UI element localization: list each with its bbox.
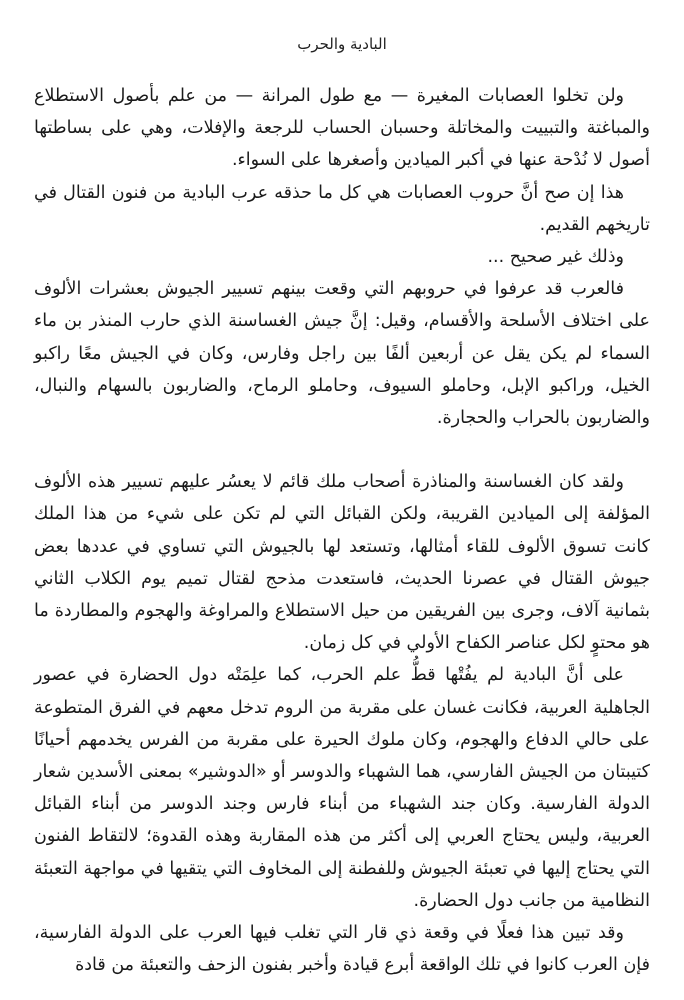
paragraph: ولقد كان الغساسنة والمناذرة أصحاب ملك قائم لا يعسُر عليهم تسيير هذه الألوف المؤلفة إلى الميادين القريبة، ولكن القبائل التي لم تكن على شيء من هذا الملك كانت تسوق الألوف للقاء أمثالها، وتستعد لها بالجيوش التي تساوي في عددها بعض جيوش القتال في عصرنا الحديث، فاستعدت مذحج لقتال تميم يوم الكلاب الثاني بثمانية آلاف، وجرى بين الفريقين من حيل الاستطلاع والمراوغة والهجوم والمطاردة ما هو محتوٍ لكل عناصر الكفاح الأولي في كل زمان.	[34, 472, 650, 654]
running-header: البادية والحرب	[297, 35, 387, 53]
paragraph: هذا إن صح أنَّ حروب العصابات هي كل ما حذقه عرب البادية من فنون القتال في تاريخهم القديم.	[34, 182, 650, 235]
paragraph: وذلك غير صحيح ...	[487, 247, 624, 268]
body-text	[34, 80, 650, 981]
paragraph: ولن تخلوا العصابات المغيرة — مع طول المرانة — من علم بأصول الاستطلاع والمباغتة والتبييت والمخاتلة وحسبان الحساب للرجعة والإفلات، وهي على بساطتها أصول لا نُدْحة عنها في أكبر الميادين وأصغرها على السواء.	[34, 86, 650, 171]
paragraph: وقد تبين هذا فعلًا في وقعة ذي قار التي تغلب فيها العرب على الدولة الفارسية، فإن العرب كانوا في تلك الواقعة أبرع قيادة وأخبر بفنون الزحف والتعبئة من قادة	[34, 923, 650, 976]
paragraph: فالعرب قد عرفوا في حروبهم التي وقعت بينهم تسيير الجيوش بعشرات الألوف على اختلاف الأسلحة والأقسام، وقيل: إنَّ جيش الغساسنة الذي حارب المنذر بن ماء السماء لم يكن يقل عن أربعين ألفًا بين راجل وفارس، وكان في الجيش معًا راكبو الخيل، وراكبو الإبل، وحاملو السيوف، وحاملو الرماح، والضاربون بالسهام والنبال، والضاربون بالحراب والحجارة.	[34, 279, 650, 429]
paragraph: على أنَّ البادية لم يفُتْها قطُّ علم الحرب، كما علِمَتْه دول الحضارة في عصور الجاهلية العربية، فكانت غسان على مقربة من الروم تدخل معهم في الفرق المتطوعة على حالي الدفاع والهجوم، وكان ملوك الحيرة على مقربة من الفرس يخدمهم أحيانًا كتيبتان من الجيش الفارسي، هما الشهباء والدوسر أو «الدوشير» بمعنى الأسدين شعار الدولة الفارسية. وكان جند الشهباء من أبناء فارس وجند الدوسر من أبناء القبائل العربية، وليس يحتاج العربي إلى أكثر من هذه المقاربة وهذه القدوة؛ لالتقاط الفنون التي يحتاج إليها في تعبئة الجيوش وللفطنة إلى المخاوف التي يتقيها في مواجهة التعبئة النظامية من جانب دول الحضارة.	[34, 665, 650, 911]
